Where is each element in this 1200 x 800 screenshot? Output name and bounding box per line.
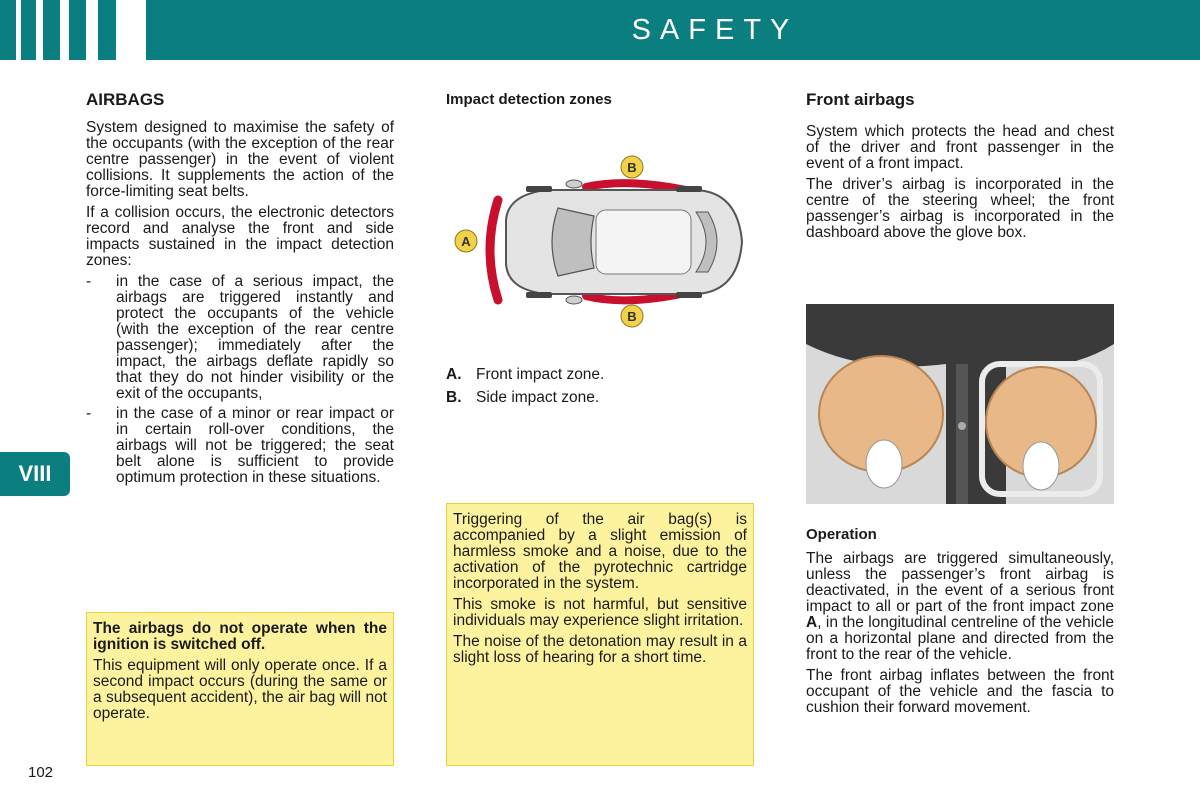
operation-paragraph [806,551,1114,663]
operation-text: The airbags are triggered simultaneously, unless the passenger’s front airbag is deactivated, in the event of a serious front impact to all or part of the front impact zone [806,550,1114,615]
triggering-note-paragraph: The noise of the detonation may result in a slight loss of hearing for a short time. [453,633,747,666]
legend-text: Side impact zone. [476,389,600,406]
airbags-heading: AIRBAGS [86,90,165,109]
legend-row [446,389,756,407]
car-mirror [566,296,582,304]
car-roof [596,210,691,274]
console-post [956,364,968,504]
list-item-text: in the case of a minor or rear impact or in certain roll-over conditions, the airbags will not be triggered; the seat belt alone is sufficient to provide optimum protection in these situations. [116,405,394,486]
zone-badge-b-bottom [621,305,643,327]
passenger-head [1023,442,1059,490]
impact-zones-heading: Impact detection zones [446,91,612,108]
legend-row [446,366,756,384]
page-number: 102 [28,764,54,781]
car-mirror [566,180,582,188]
impact-zones-section [446,92,756,116]
side-impact-zone-top [586,183,686,190]
front-airbags-photo [806,304,1114,504]
triggering-note-paragraph: Triggering of the air bag(s) is accompanied by a slight emission of harmless smoke and a noise, due to the activation of the pyrotechnic cartridge incorporated in the system. [453,511,747,592]
zone-label-b: B [627,309,637,324]
car-wheel [676,292,702,298]
car-impact-zones-diagram [446,150,756,340]
console-knob [958,422,966,430]
airbags-paragraph: System designed to maximise the safety of the occupants (with the exception of the rear centre passenger) in the event of violent collisions. It supplements the action of the force-limiting seat belts. [86,119,394,200]
airbags-bullet-list [86,274,394,486]
operation-heading: Operation [806,526,877,543]
dash-mark: - [86,405,92,422]
front-airbags-heading: Front airbags [806,90,915,109]
zone-label-b: B [627,160,637,175]
car-wheel [526,292,552,298]
airbags-section [86,92,394,490]
car-wheel [676,186,702,192]
dash-mark: - [86,273,92,290]
operation-text: , in the longitudinal centreline of the vehicle on a horizontal plane and directed from the front to the rear of the vehicle. [806,614,1114,663]
driver-head [866,440,902,488]
triggering-note-paragraph: This smoke is not harmful, but sensitive individuals may experience slight irritation. [453,596,747,629]
zone-badge-a [455,230,477,252]
legend-text: Front impact zone. [476,366,605,383]
airbags-paragraph: If a collision occurs, the electronic detectors record and analyse the front and side impacts sustained in the impact detection zones: [86,204,394,269]
front-airbags-section [806,92,1114,246]
operation-section [806,527,1114,721]
zone-label-a: A [461,234,471,249]
legend-key: A. [446,366,462,383]
car-windshield [552,208,594,276]
list-item [86,274,394,402]
front-airbags-paragraph: System which protects the head and chest of the driver and front passenger in the event of a front impact. [806,123,1114,172]
list-item [86,406,394,486]
list-item-text: in the case of a serious impact, the airbags are triggered instantly and protect the occupants of the vehicle (with the exception of the rear centre passenger); immediately after the impact, the airbags deflate rapidly so that they do not hinder visibility or the exit of the occupants, [116,273,394,402]
chapter-tab: VIII [0,452,70,496]
front-airbags-paragraph: The driver’s airbag is incorporated in the centre of the steering wheel; the front passenger’s airbag is incorporated in the dashboard above the glove box. [806,176,1114,241]
page-title: SAFETY [631,13,799,46]
impact-zones-legend [446,366,756,412]
legend-key: B. [446,389,462,406]
car-wheel [526,186,552,192]
page-header [0,0,1200,60]
front-impact-zone [490,200,498,300]
ignition-note [86,612,394,766]
zone-badge-b-top [621,156,643,178]
operation-zone-ref: A [806,614,818,631]
triggering-note [446,503,754,766]
ignition-note-text: This equipment will only operate once. If a second impact occurs (during the same or a subsequent accident), the air bag will not operate. [93,657,387,722]
ignition-note-title: The airbags do not operate when the ignition is switched off. [93,620,387,653]
operation-paragraph: The front airbag inflates between the front occupant of the vehicle and the fascia to cushion their forward movement. [806,667,1114,716]
